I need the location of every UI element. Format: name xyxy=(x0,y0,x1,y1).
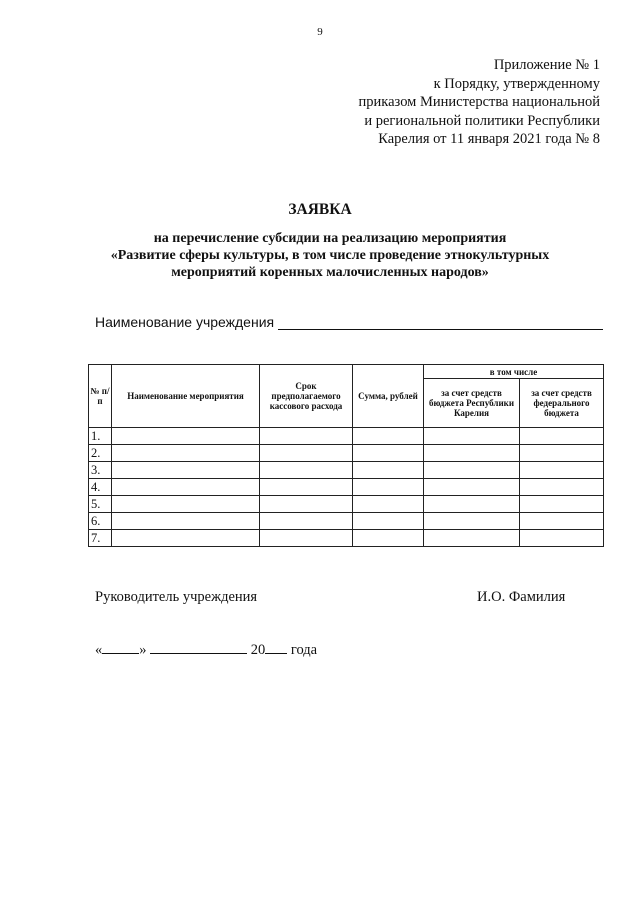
table-cell[interactable] xyxy=(112,513,260,530)
appendix-line: приказом Министерства национальной xyxy=(358,94,600,110)
table-cell[interactable] xyxy=(353,428,424,445)
header-including: в том числе xyxy=(424,365,604,379)
appendix-line: Приложение № 1 xyxy=(493,57,600,73)
table-cell[interactable] xyxy=(112,496,260,513)
table-cell[interactable] xyxy=(353,462,424,479)
subtitle-line: «Развитие сферы культуры, в том числе проведение этнокультурных xyxy=(110,248,550,263)
head-of-institution-label: Руководитель учреждения xyxy=(95,589,258,605)
table-cell[interactable] xyxy=(260,445,353,462)
table-row xyxy=(89,462,604,479)
table-cell[interactable] xyxy=(520,513,604,530)
row-number: 1. xyxy=(89,428,112,445)
table-cell[interactable] xyxy=(424,445,520,462)
date-year-prefix: 20 xyxy=(250,642,266,658)
header-number: № п/п xyxy=(89,365,112,428)
table-row xyxy=(89,428,604,445)
table-row xyxy=(89,479,604,496)
document-subtitle xyxy=(60,230,600,281)
row-number: 5. xyxy=(89,496,112,513)
table-cell[interactable] xyxy=(520,530,604,547)
table-cell[interactable] xyxy=(260,479,353,496)
table-cell[interactable] xyxy=(260,428,353,445)
table-cell[interactable] xyxy=(260,513,353,530)
table-cell[interactable] xyxy=(520,496,604,513)
table-cell[interactable] xyxy=(520,445,604,462)
table-cell[interactable] xyxy=(424,513,520,530)
organization-label: Наименование учреждения xyxy=(95,314,275,330)
head-name-placeholder: И.О. Фамилия xyxy=(477,589,566,605)
table-cell[interactable] xyxy=(353,513,424,530)
row-number: 2. xyxy=(89,445,112,462)
organization-line xyxy=(95,314,603,330)
date-year-suffix: года xyxy=(290,642,318,658)
appendix-line: к Порядку, утвержденному xyxy=(433,75,600,92)
table-cell[interactable] xyxy=(260,530,353,547)
table-cell[interactable] xyxy=(424,530,520,547)
header-federal-budget: за счет средств федерального бюджета xyxy=(520,379,604,428)
date-year-blank[interactable] xyxy=(265,640,287,654)
table-cell[interactable] xyxy=(260,462,353,479)
row-number: 4. xyxy=(89,479,112,496)
date-month-blank[interactable] xyxy=(150,640,247,654)
table-cell[interactable] xyxy=(353,530,424,547)
appendix-line: Карелия от 11 января 2021 года № 8 xyxy=(378,131,600,147)
date-line xyxy=(95,640,317,659)
date-day-blank[interactable] xyxy=(102,640,139,654)
table-cell[interactable] xyxy=(353,445,424,462)
row-number: 6. xyxy=(89,513,112,530)
table-row xyxy=(89,445,604,462)
table-row xyxy=(89,513,604,530)
document-title: ЗАЯВКА xyxy=(288,201,352,218)
request-table xyxy=(88,364,604,547)
subtitle-line: мероприятий коренных малочисленных народов» xyxy=(171,265,489,280)
row-number: 7. xyxy=(89,530,112,547)
header-sum: Сумма, рублей xyxy=(353,365,424,428)
appendix-line: и региональной политики Республики xyxy=(364,112,600,129)
table-cell[interactable] xyxy=(112,462,260,479)
organization-blank-field[interactable] xyxy=(278,315,603,330)
subtitle-line: на перечисление субсидии на реализацию мероприятия xyxy=(153,231,507,246)
date-close-quote: » xyxy=(139,642,147,658)
date-open-quote: « xyxy=(95,642,103,658)
table-cell[interactable] xyxy=(520,479,604,496)
table-row xyxy=(89,496,604,513)
table-cell[interactable] xyxy=(424,428,520,445)
table-cell[interactable] xyxy=(424,496,520,513)
table-cell[interactable] xyxy=(112,479,260,496)
table-cell[interactable] xyxy=(353,496,424,513)
table-cell[interactable] xyxy=(520,428,604,445)
page-number: 9 xyxy=(317,26,323,38)
table-cell[interactable] xyxy=(424,462,520,479)
table-row xyxy=(89,530,604,547)
header-event-name: Наименование мероприятия xyxy=(112,365,260,428)
table-cell[interactable] xyxy=(520,462,604,479)
header-regional-budget: за счет средств бюджета Республики Карелия xyxy=(424,379,520,428)
row-number: 3. xyxy=(89,462,112,479)
table-cell[interactable] xyxy=(112,428,260,445)
table-cell[interactable] xyxy=(424,479,520,496)
table-cell[interactable] xyxy=(353,479,424,496)
table-cell[interactable] xyxy=(112,445,260,462)
appendix-block xyxy=(359,56,600,149)
table-cell[interactable] xyxy=(112,530,260,547)
table-cell[interactable] xyxy=(260,496,353,513)
header-expense-term: Срок предполагаемого кассового расхода xyxy=(260,365,353,428)
